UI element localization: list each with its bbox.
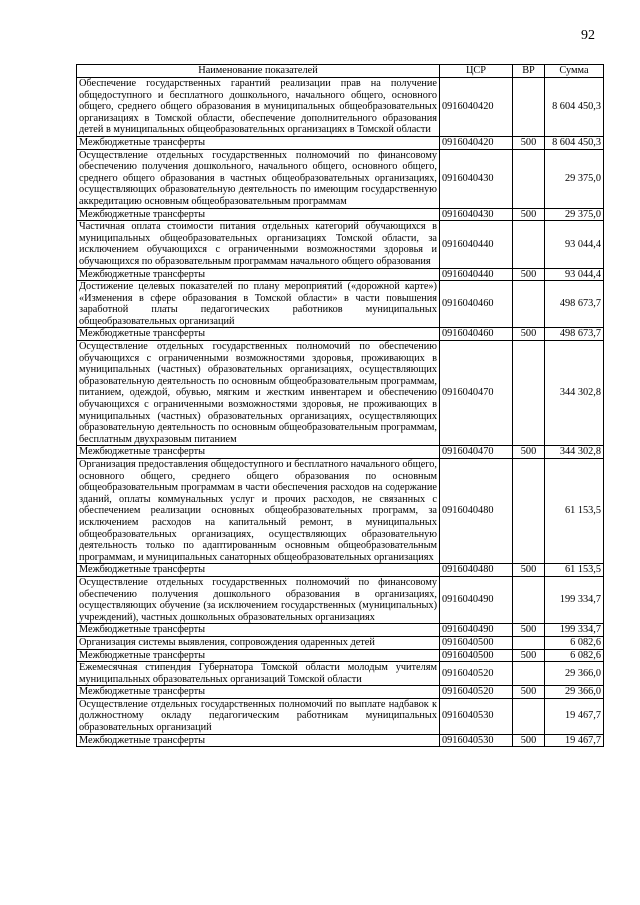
row-sum: 93 044,4 [545, 221, 604, 268]
row-name: Межбюджетные трансферты [77, 624, 440, 637]
header-csr: ЦСР [440, 65, 513, 78]
row-name: Достижение целевых показателей по плану мероприятий («дорожной карте») «Изменения в сфере образования в Томской области» в части повышения заработной платы педагогических работников муниципальных общеобразовательных организаций [77, 281, 440, 328]
row-csr: 0916040480 [440, 564, 513, 577]
row-vr: 500 [513, 649, 545, 662]
row-name: Межбюджетные трансферты [77, 136, 440, 149]
row-sum: 6 082,6 [545, 649, 604, 662]
row-vr [513, 149, 545, 208]
row-csr: 0916040420 [440, 78, 513, 137]
row-sum: 8 604 450,3 [545, 136, 604, 149]
row-name: Обеспечение государственных гарантий реализации прав на получение общедоступного и бесплатного дошкольного, начального общего, основного общего, среднего общего образования в муниципальных общеобразовательных организациях в Томской области, обеспечение дополнительного образования детей в муниципальных общеобразовательных организациях в Томской области [77, 78, 440, 137]
row-name: Организация системы выявления, сопровождения одаренных детей [77, 636, 440, 649]
row-name: Межбюджетные трансферты [77, 564, 440, 577]
row-csr: 0916040500 [440, 636, 513, 649]
row-vr [513, 662, 545, 686]
row-vr: 500 [513, 268, 545, 281]
row-sum: 344 302,8 [545, 446, 604, 459]
table-row [77, 78, 604, 137]
row-name: Осуществление отдельных государственных полномочий по обеспечению обучающихся с ограниченными возможностями здоровья, проживающих в муниципальных (частных) образовательных организациях, осуществляющих образовательную деятельность по основным общеобразовательным программам, питанием, одеждой, обувью, мягким и жестким инвентарем и обеспечению обучающихся с ограниченными возможностями здоровья, не проживающих в муниципальных (частных) образовательных организациях, осуществляющих образовательную деятельность по основным общеобразовательным программам, бесплатным двухразовым питанием [77, 341, 440, 446]
table-row [77, 576, 604, 623]
row-name: Межбюджетные трансферты [77, 208, 440, 221]
row-vr [513, 78, 545, 137]
row-csr: 0916040500 [440, 649, 513, 662]
row-vr [513, 636, 545, 649]
table-row [77, 149, 604, 208]
row-sum: 19 467,7 [545, 734, 604, 747]
row-name: Межбюджетные трансферты [77, 268, 440, 281]
table-row [77, 208, 604, 221]
row-csr: 0916040440 [440, 268, 513, 281]
row-name: Частичная оплата стоимости питания отдельных категорий обучающихся в муниципальных общеобразовательных организациях Томской области, за исключением обучающихся с ограниченными возможностями здоровья и обучающихся по образовательным программам начального общего образования [77, 221, 440, 268]
row-name: Осуществление отдельных государственных полномочий по выплате надбавок к должностному окладу педагогическим работникам муниципальных образовательных организаций [77, 698, 440, 734]
page-number: 92 [581, 28, 595, 43]
row-sum: 93 044,4 [545, 268, 604, 281]
row-name: Ежемесячная стипендия Губернатора Томской области молодым учителям муниципальных образовательных организаций Томской области [77, 662, 440, 686]
row-name: Межбюджетные трансферты [77, 686, 440, 699]
row-csr: 0916040480 [440, 459, 513, 564]
row-name: Межбюджетные трансферты [77, 328, 440, 341]
table-row [77, 662, 604, 686]
table-row [77, 268, 604, 281]
row-name: Организация предоставления общедоступного и бесплатного начального общего, основного общего, среднего общего образования по основным общеобразовательным программам в части обеспечения расходов на содержание зданий, оплаты коммунальных услуг и прочих расходов, не связанных с обеспечением реализации основных общеобразовательных программ, за исключением расходов на капитальный ремонт, в муниципальных общеобразовательных организациях, осуществляющих образовательную деятельность только по адаптированным основным общеобразовательным программам, и муниципальных санаторных общеобразовательных организациях [77, 459, 440, 564]
row-csr: 0916040520 [440, 662, 513, 686]
row-csr: 0916040460 [440, 281, 513, 328]
header-sum: Сумма [545, 65, 604, 78]
row-csr: 0916040490 [440, 624, 513, 637]
row-sum: 61 153,5 [545, 564, 604, 577]
row-vr [513, 281, 545, 328]
row-sum: 19 467,7 [545, 698, 604, 734]
row-sum: 29 375,0 [545, 208, 604, 221]
row-csr: 0916040530 [440, 734, 513, 747]
row-vr: 500 [513, 328, 545, 341]
row-csr: 0916040470 [440, 341, 513, 446]
row-sum: 498 673,7 [545, 281, 604, 328]
table-row [77, 446, 604, 459]
table-row [77, 459, 604, 564]
table-row [77, 636, 604, 649]
table-header-row [77, 65, 604, 78]
row-csr: 0916040460 [440, 328, 513, 341]
row-sum: 344 302,8 [545, 341, 604, 446]
row-name: Межбюджетные трансферты [77, 734, 440, 747]
row-name: Межбюджетные трансферты [77, 446, 440, 459]
row-sum: 6 082,6 [545, 636, 604, 649]
table-row [77, 328, 604, 341]
row-sum: 29 375,0 [545, 149, 604, 208]
row-sum: 199 334,7 [545, 624, 604, 637]
row-vr: 500 [513, 208, 545, 221]
row-sum: 199 334,7 [545, 576, 604, 623]
header-name: Наименование показателей [77, 65, 440, 78]
table-row [77, 686, 604, 699]
row-csr: 0916040490 [440, 576, 513, 623]
table-row [77, 734, 604, 747]
row-vr: 500 [513, 564, 545, 577]
table-row [77, 649, 604, 662]
row-csr: 0916040530 [440, 698, 513, 734]
row-vr: 500 [513, 686, 545, 699]
row-vr [513, 576, 545, 623]
row-csr: 0916040430 [440, 208, 513, 221]
row-csr: 0916040520 [440, 686, 513, 699]
table-row [77, 341, 604, 446]
row-csr: 0916040470 [440, 446, 513, 459]
table-row [77, 136, 604, 149]
budget-table [76, 64, 604, 747]
row-vr [513, 341, 545, 446]
row-sum: 8 604 450,3 [545, 78, 604, 137]
table-row [77, 698, 604, 734]
row-vr [513, 459, 545, 564]
table-row [77, 221, 604, 268]
row-name: Межбюджетные трансферты [77, 649, 440, 662]
row-sum: 498 673,7 [545, 328, 604, 341]
row-name: Осуществление отдельных государственных полномочий по финансовому обеспечению получения дошкольного образования в организациях, осуществляющих обучение (за исключением государственных (муниципальных) учреждений), частных дошкольных образовательных организациях [77, 576, 440, 623]
row-vr: 500 [513, 734, 545, 747]
table-row [77, 564, 604, 577]
row-vr: 500 [513, 446, 545, 459]
row-sum: 29 366,0 [545, 662, 604, 686]
row-vr [513, 221, 545, 268]
row-name: Осуществление отдельных государственных полномочий по финансовому обеспечению получения дошкольного, начального общего, основного общего, среднего общего образования в частных общеобразовательных организациях, осуществляющих образовательную деятельность по имеющим государственную аккредитацию основным общеобразовательным программам [77, 149, 440, 208]
row-sum: 61 153,5 [545, 459, 604, 564]
row-vr: 500 [513, 624, 545, 637]
row-csr: 0916040420 [440, 136, 513, 149]
row-sum: 29 366,0 [545, 686, 604, 699]
table-row [77, 624, 604, 637]
row-csr: 0916040430 [440, 149, 513, 208]
row-csr: 0916040440 [440, 221, 513, 268]
table-row [77, 281, 604, 328]
header-vr: ВР [513, 65, 545, 78]
row-vr [513, 698, 545, 734]
row-vr: 500 [513, 136, 545, 149]
